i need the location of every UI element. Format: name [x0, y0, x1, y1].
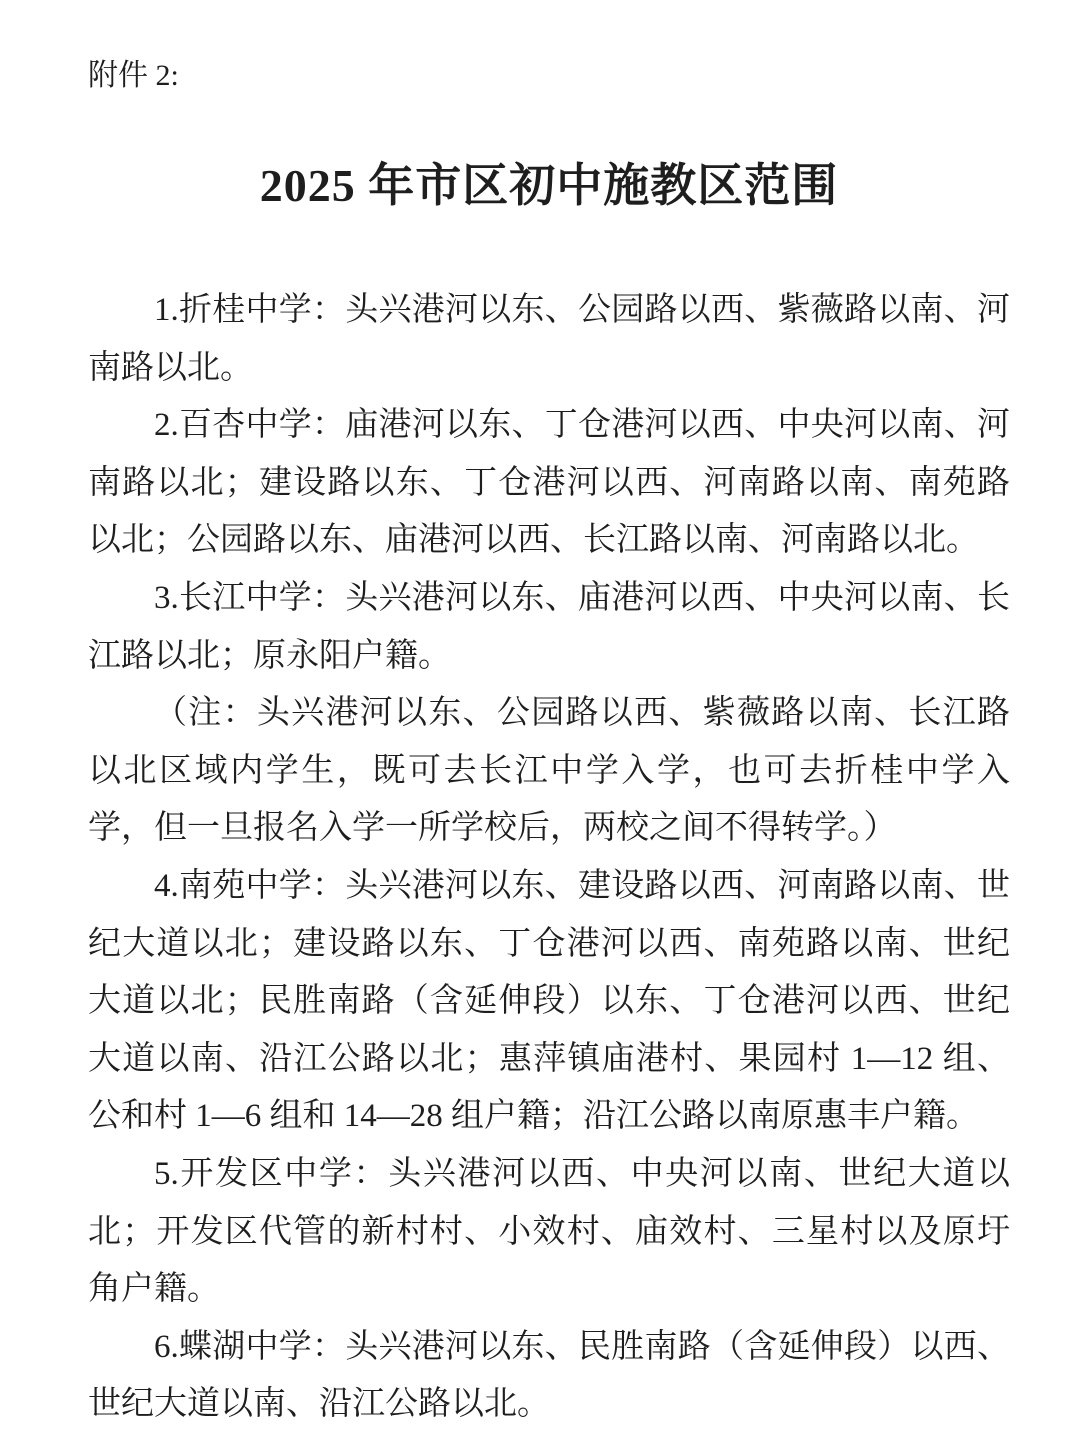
note-paragraph: （注：头兴港河以东、公园路以西、紫薇路以南、长江路以北区域内学生，既可去长江中学入学，也可去折桂中学入学，但一旦报名入学一所学校后，两校之间不得转学。）	[88, 695, 1010, 847]
district-paragraph: 2.百杏中学：庙港河以东、丁仓港河以西、中央河以南、河南路以北；建设路以东、丁仓港河以西、河南路以南、南苑路以北；公园路以东、庙港河以西、长江路以南、河南路以北。	[88, 407, 1010, 559]
district-paragraph: 5.开发区中学：头兴港河以西、中央河以南、世纪大道以北；开发区代管的新村村、小效村、庙效村、三星村以及原圩角户籍。	[88, 1155, 1010, 1308]
district-paragraph: 6.蝶湖中学：头兴港河以东、民胜南路（含延伸段）以西、世纪大道以南、沿江公路以北。	[88, 1328, 1010, 1423]
district-paragraph: 3.长江中学：头兴港河以东、庙港河以西、中央河以南、长江路以北；原永阳户籍。	[88, 579, 1010, 674]
district-paragraph: 4.南苑中学：头兴港河以东、建设路以西、河南路以南、世纪大道以北；建设路以东、丁仓港河以西、南苑路以南、世纪大道以北；民胜南路（含延伸段）以东、丁仓港河以西、世纪大道以南、沿江公路以北；惠萍镇庙港村、果园村 1—12 组、公和村 1—6 组和 14—28 组户籍；沿江公路以南原惠丰户籍。	[88, 867, 1010, 1135]
district-paragraph: 1.折桂中学：头兴港河以东、公园路以西、紫薇路以南、河南路以北。	[88, 292, 1010, 386]
attachment-label: 附件 2:	[88, 59, 179, 92]
page-title: 2025 年市区初中施教区范围	[259, 160, 839, 211]
district-list	[88, 282, 1010, 1434]
